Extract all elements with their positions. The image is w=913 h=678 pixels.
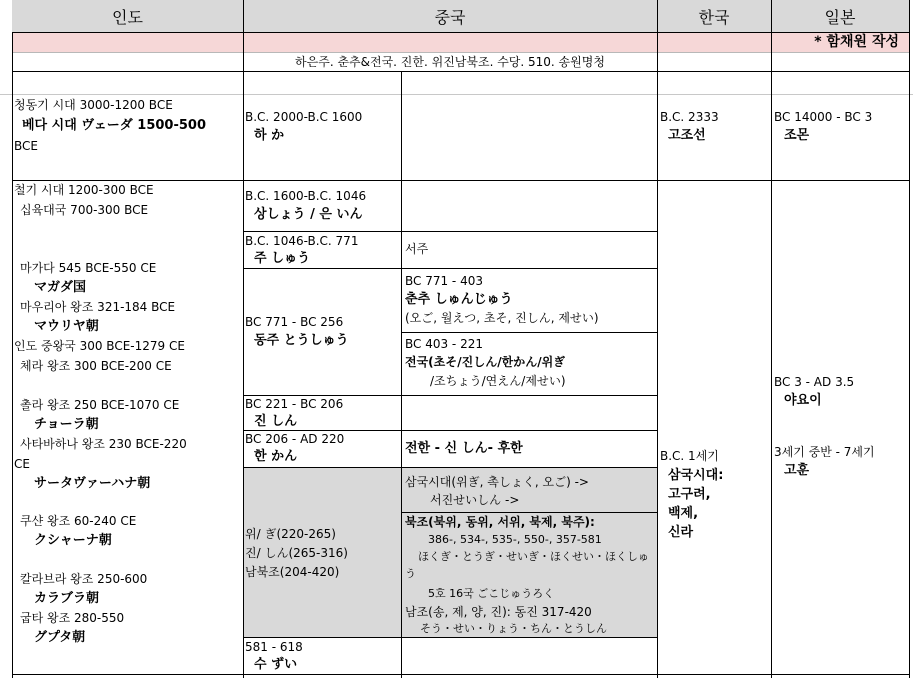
india-kalabhra-jp[interactable]: カラブラ朝 [34, 591, 100, 606]
india-kushan-jp[interactable]: クシャーナ朝 [34, 533, 112, 548]
india-magadha[interactable]: 마가다 545 BCE-550 CE [20, 261, 157, 275]
china-zhanguo-1-text: 전국(초そ/진しん/한かん/위ぎ [405, 355, 566, 369]
header-japan[interactable]: 일본 [771, 0, 909, 33]
china-eastern-zhou[interactable]: 동주 とうしゅう [254, 333, 349, 348]
china-zhou[interactable]: 주 しゅう [254, 251, 311, 266]
india-bronze-age[interactable]: 청동기 시대 3000-1200 BCE [14, 98, 173, 112]
china-sui[interactable]: 수 ずい [254, 657, 298, 672]
india-satavahana-ce[interactable]: CE [14, 457, 30, 471]
india-chola-jp[interactable]: チョーラ朝 [34, 417, 99, 432]
korea-gojoseon-date[interactable]: B.C. 2333 [660, 110, 719, 124]
korea-gojoseon[interactable]: 고조선 [668, 128, 706, 143]
china-northern-dynasties[interactable]: 북조(북위, 동위, 서위, 북제, 북주): [405, 515, 595, 529]
china-shang[interactable]: 상しょう / 은 いん [254, 207, 363, 222]
china-qin-date[interactable]: BC 221 - BC 206 [245, 397, 344, 411]
china-western-jin[interactable]: 서진せいしん -> [430, 493, 520, 507]
korea-baekje[interactable]: 백제, [668, 506, 699, 521]
china-han-range[interactable]: 전한 - 신 しん- 후한 [405, 441, 523, 456]
india-satavahana-jp[interactable]: サータヴァーハナ朝 [34, 476, 151, 491]
china-han[interactable]: 한 かん [254, 449, 298, 464]
china-chunqiu-states[interactable]: (오ご, 월えつ, 초そ, 진しん, 제せい) [405, 311, 599, 325]
china-xia[interactable]: 하 か [254, 128, 285, 143]
header-china[interactable]: 중국 [243, 0, 657, 33]
japan-kofun[interactable]: 고훈 [784, 463, 810, 478]
china-northern-readings[interactable]: ほくぎ・とうぎ・せいぎ・ほくせい・ほくしゅ [418, 550, 649, 563]
china-three-kingdoms[interactable]: 삼국시대(위ぎ, 촉しょく, 오ご) -> [405, 475, 589, 489]
korea-goguryeo[interactable]: 고구려, [668, 487, 711, 502]
china-sixteen-kingdoms[interactable]: 5호 16국 ごこじゅうろく [428, 587, 555, 600]
china-wei[interactable]: 위/ ぎ(220-265) [245, 527, 336, 541]
india-chola[interactable]: 촐라 왕조 250 BCE-1070 CE [20, 398, 180, 412]
india-gupta[interactable]: 굽타 왕조 280-550 [20, 611, 125, 625]
korea-three-kingdoms-date[interactable]: B.C. 1세기 [660, 449, 719, 463]
china-chunqiu[interactable]: 춘추 しゅんじゅう [405, 292, 513, 307]
japan-kofun-date[interactable]: 3세기 중반 - 7세기 [774, 445, 875, 459]
gridline [0, 94, 913, 95]
china-xia-date[interactable]: B.C. 2000-B.C 1600 [245, 110, 363, 124]
china-zhanguo-1[interactable] [405, 355, 565, 371]
india-gupta-jp[interactable]: グプタ朝 [34, 630, 86, 645]
china-nanbeichao[interactable]: 남북조(204-420) [245, 565, 340, 579]
header-korea[interactable]: 한국 [657, 0, 771, 33]
japan-yayoi[interactable]: 야요이 [784, 393, 822, 408]
india-maurya[interactable]: 마우리아 왕조 321-184 BCE [20, 300, 176, 314]
china-western-zhou[interactable]: 서주 [405, 242, 429, 256]
india-kushan[interactable]: 쿠샨 왕조 60-240 CE [20, 514, 137, 528]
korea-three-kingdoms[interactable]: 삼국시대: [668, 468, 724, 483]
japan-yayoi-date[interactable]: BC 3 - AD 3.5 [774, 375, 855, 389]
author-note: * 함채원 작성 [814, 34, 899, 50]
china-northern-dates[interactable]: 386-, 534-, 535-, 550-, 357-581 [428, 533, 602, 546]
china-qin[interactable]: 진 しん [254, 414, 298, 429]
japan-jomon[interactable]: 조몬 [784, 128, 810, 143]
korea-silla[interactable]: 신라 [668, 525, 694, 540]
india-satavahana[interactable]: 사타바하나 왕조 230 BCE-220 [20, 437, 187, 451]
china-southern-readings[interactable]: そう・せい・りょう・ちん・とうしん [420, 622, 607, 635]
china-shang-date[interactable]: B.C. 1600-B.C. 1046 [245, 189, 367, 203]
india-maurya-jp[interactable]: マウリヤ朝 [34, 319, 99, 334]
india-iron-age[interactable]: 철기 시대 1200-300 BCE [14, 183, 154, 197]
japan-jomon-date[interactable]: BC 14000 - BC 3 [774, 110, 873, 124]
india-chera[interactable]: 체라 왕조 300 BCE-200 CE [20, 359, 172, 373]
china-sui-date[interactable]: 581 - 618 [245, 640, 303, 654]
india-vedic-label: 베다 시대 ヴェーダ 1500-500 [22, 118, 207, 133]
india-kalabhra[interactable]: 칼라브라 왕조 250-600 [20, 572, 148, 586]
india-middle-kingdoms[interactable]: 인도 중왕국 300 BCE-1279 CE [14, 339, 185, 353]
china-han-date[interactable]: BC 206 - AD 220 [245, 432, 345, 446]
india-vedic-bce[interactable]: BCE [14, 139, 38, 153]
china-eastern-zhou-date[interactable]: BC 771 - BC 256 [245, 315, 344, 329]
china-zhanguo-date[interactable]: BC 403 - 221 [405, 337, 483, 351]
author-note-row[interactable] [12, 33, 909, 53]
india-vedic-period[interactable] [22, 118, 206, 135]
china-northern-readings-end[interactable]: う [405, 567, 416, 580]
india-sixteen-kingdoms[interactable]: 십육대국 700-300 BCE [20, 203, 149, 217]
china-southern-dynasties[interactable]: 남조(송, 제, 양, 진): 동진 317-420 [405, 605, 592, 619]
india-magadha-jp[interactable]: マガダ国 [34, 280, 87, 295]
china-subtitle[interactable]: 하은주. 춘추&전국. 진한. 위진남북조. 수당. 510. 송원명청 [243, 53, 657, 72]
china-zhou-date[interactable]: B.C. 1046-B.C. 771 [245, 234, 359, 248]
china-chunqiu-date[interactable]: BC 771 - 403 [405, 274, 483, 288]
header-india[interactable]: 인도 [12, 0, 243, 33]
china-zhanguo-2[interactable]: /조ちょう/연えん/제せい) [430, 374, 566, 388]
china-jin[interactable]: 진/ しん(265-316) [245, 546, 348, 560]
